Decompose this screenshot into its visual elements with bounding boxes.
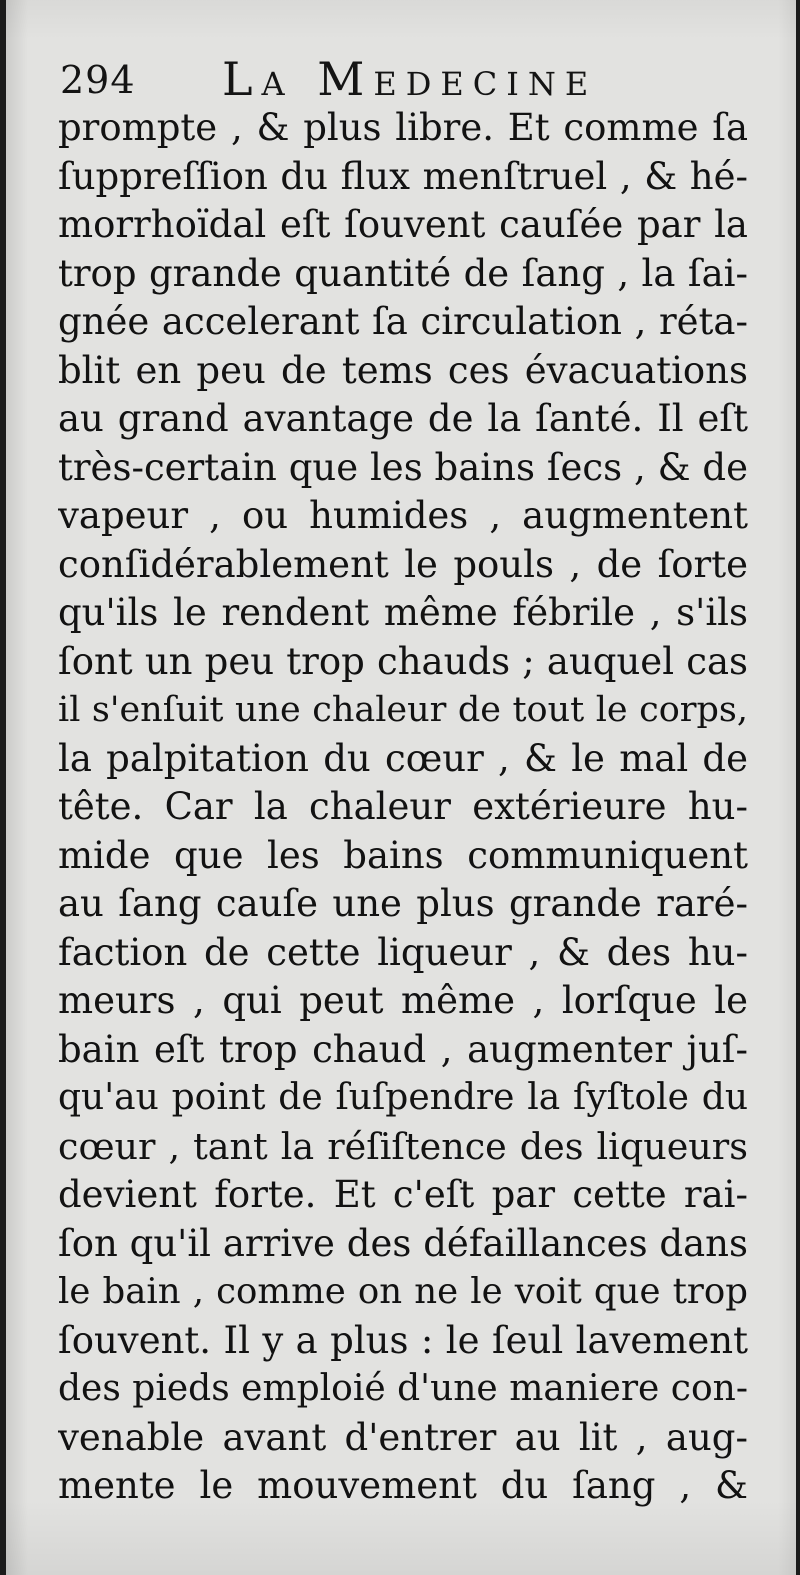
text-line-17: au ſang cauſe une plus grande raré- bbox=[58, 882, 748, 925]
book-page bbox=[6, 0, 796, 1575]
text-line-7: au grand avantage de la ſanté. Il eſt bbox=[58, 397, 748, 440]
text-line-15: tête. Car la chaleur extérieure hu- bbox=[58, 785, 748, 828]
page-number: 294 bbox=[60, 58, 136, 102]
text-line-3: morrhoïdal eſt ſouvent cauſée par la bbox=[58, 203, 748, 246]
text-line-1: prompte , & plus libre. Et comme ſa bbox=[58, 106, 748, 149]
text-line-21: qu'au point de ſuſpendre la ſyſtole du bbox=[58, 1077, 748, 1118]
text-line-6: blit en peu de tems ces évacuations bbox=[58, 348, 748, 392]
text-line-10: conſidérablement le pouls , de ſorte bbox=[58, 542, 748, 586]
text-line-5: gnée accelerant ſa circulation , réta- bbox=[58, 300, 748, 343]
running-head bbox=[60, 52, 620, 108]
text-line-4: trop grande quantité de ſang , la ſai- bbox=[58, 251, 748, 295]
text-line-29: mente le mouvement du ſang , & bbox=[58, 1464, 748, 1507]
text-line-9: vapeur , ou humides , augmentent bbox=[58, 494, 748, 537]
running-title: La Medecine bbox=[222, 52, 598, 106]
text-line-28: venable avant d'entrer au lit , aug- bbox=[58, 1415, 748, 1459]
text-line-23: devient forte. Et c'eſt par cette rai- bbox=[58, 1173, 748, 1216]
text-line-18: faction de cette liqueur , & des hu- bbox=[58, 930, 748, 974]
body-text bbox=[58, 104, 748, 1511]
text-line-13: il s'enſuit une chaleur de tout le corps, bbox=[58, 690, 748, 730]
text-line-11: qu'ils le rendent même fébrile , s'ils bbox=[58, 591, 748, 634]
text-line-20: bain eſt trop chaud , augmenter juſ- bbox=[58, 1027, 748, 1071]
text-line-22: cœur , tant la réſiſtence des liqueurs bbox=[58, 1124, 748, 1168]
text-line-2: ſuppreſſion du flux menſtruel , & hé- bbox=[58, 154, 748, 198]
text-line-24: ſon qu'il arrive des défaillances dans bbox=[58, 1221, 748, 1265]
text-line-12: ſont un peu trop chauds ; auquel cas bbox=[58, 639, 748, 683]
text-line-27: des pieds emploié d'une maniere con- bbox=[58, 1368, 748, 1409]
text-line-14: la palpitation du cœur , & le mal de bbox=[58, 736, 748, 780]
text-line-25: le bain , comme on ne le voit que trop bbox=[58, 1271, 748, 1312]
text-line-8: très-certain que les bains ſecs , & de bbox=[58, 445, 748, 489]
text-line-26: ſouvent. Il y a plus : le ſeul lavement bbox=[58, 1318, 748, 1362]
text-line-16: mide que les bains communiquent bbox=[58, 833, 748, 877]
text-line-19: meurs , qui peut même , lorſque le bbox=[58, 979, 748, 1022]
